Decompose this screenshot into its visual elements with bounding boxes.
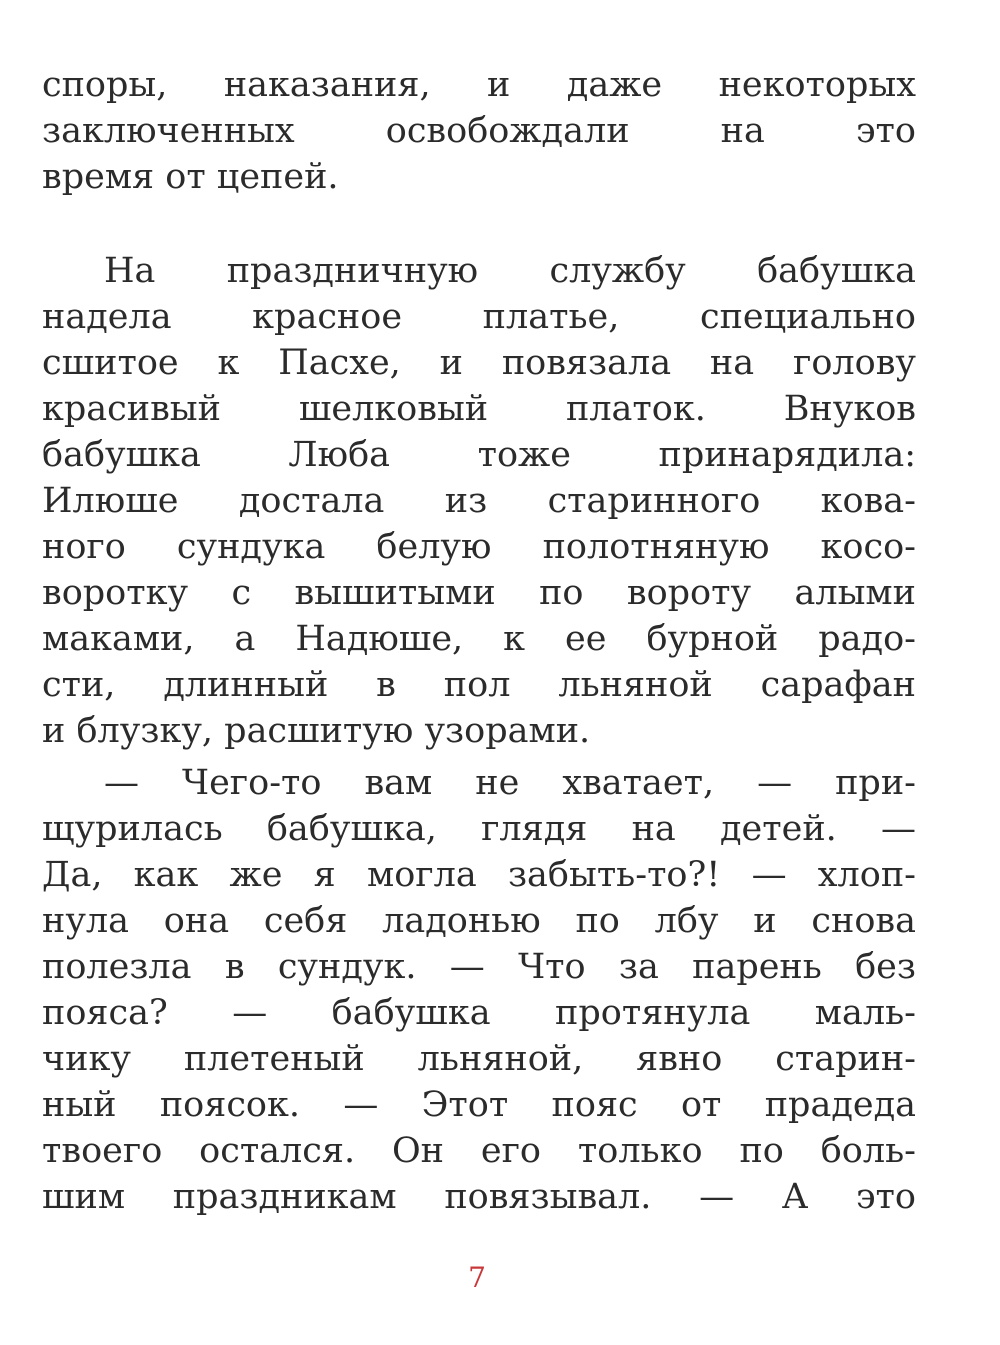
text-line: красивый шелковый платок. Внуков: [42, 389, 916, 429]
text-line: пояса? — бабушка протянула маль-: [42, 993, 916, 1033]
page-number: 7: [468, 1261, 486, 1294]
text-line: Илюше достала из старинного кова-: [42, 481, 916, 521]
text-line: маками, а Надюше, к ее бурной радо-: [42, 619, 916, 659]
text-line: надела красное платье, специально: [42, 297, 916, 337]
text-line: ного сундука белую полотняную косо-: [42, 527, 916, 567]
paragraph-first-line: — Чего-то вам не хватает, — при-: [104, 763, 916, 803]
text-line: время от цепей.: [42, 157, 339, 197]
text-line: воротку с вышитыми по вороту алыми: [42, 573, 916, 613]
text-line: ный поясок. — Этот пояс от прадеда: [42, 1085, 916, 1125]
text-line: и блузку, расшитую узорами.: [42, 711, 591, 751]
text-line: заключенных освобождали на это: [42, 111, 916, 151]
text-line: споры, наказания, и даже некоторых: [42, 65, 916, 105]
text-line: бабушка Люба тоже принарядила:: [42, 435, 916, 475]
text-line: щурилась бабушка, глядя на детей. —: [42, 809, 916, 849]
text-line: Да, как же я могла забыть-то?! — хлоп-: [42, 855, 916, 895]
text-line: сшитое к Пасхе, и повязала на голову: [42, 343, 916, 383]
text-line: чику плетеный льняной, явно старин-: [42, 1039, 916, 1079]
text-line: нула она себя ладонью по лбу и снова: [42, 901, 916, 941]
text-line: полезла в сундук. — Что за парень без: [42, 947, 916, 987]
text-line: шим праздникам повязывал. — А это: [42, 1177, 916, 1217]
paragraph-first-line: На праздничную службу бабушка: [104, 251, 916, 291]
text-line: твоего остался. Он его только по боль-: [42, 1131, 916, 1171]
text-line: сти, длинный в пол льняной сарафан: [42, 665, 916, 705]
